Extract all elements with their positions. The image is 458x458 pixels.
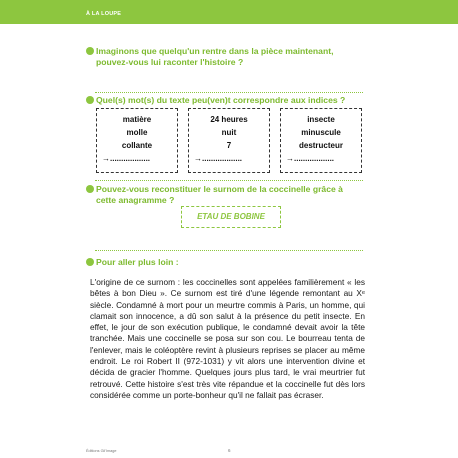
bullet-icon (86, 47, 94, 55)
clue-word: nuit (221, 128, 237, 137)
footer-publisher: Éditions Gil'Image (86, 449, 117, 453)
clue-word: minuscule (301, 128, 341, 137)
clue-word: collante (121, 141, 153, 150)
clue-word: 24 heures (210, 115, 248, 124)
anagram-box: ETAU DE BOBINE (181, 206, 281, 228)
body-paragraph: L'origine de ce surnom : les coccinelles sont appelées familièrement « les bêtes à bon Dieu ». Ce surnom est tiré d'une légende remontant au Xᵉ siècle. Condamné à mort pour un meurtre commis à Paris, un homme, qui clamait son innocence, a dû son salut à la présence du petit insecte. En effet, le jour de son exécution publique, le condamné devait avoir la tête tranchée. Mais une coccinelle se posa sur son cou. Le bourreau tenta de l'enlever, mais le coléoptère revint à plusieurs reprises se placer au même endroit. Le roi Robert II (972-1031) y vit alors une intervention divine et décida de gracier l'homme. Quelques jours plus tard, le vrai meurtrier fut retrouvé. Cette histoire s'est très vite répandue et la coccinelle fut dès lors considérée comme un porte-bonheur qu'il ne fallait pas écraser. (90, 277, 365, 400)
section-divider (95, 180, 363, 181)
clue-word: insecte (307, 115, 335, 124)
clue-word: 7 (226, 141, 232, 150)
bullet-icon (86, 258, 94, 266)
clue-box-1 (96, 108, 178, 173)
question-3-line-2: cette anagramme ? (96, 195, 175, 205)
question-2-line-1: Quel(s) mot(s) du texte peu(ven)t correspondre aux indices ? (96, 95, 346, 105)
answer-blank[interactable]: →.................. (102, 154, 151, 163)
question-4-line-1: Pour aller plus loin : (96, 257, 179, 267)
question-3-line-1: Pouvez-vous reconstituer le surnom de la coccinelle grâce à (96, 184, 343, 194)
section-divider (95, 250, 363, 251)
header-band (0, 0, 458, 24)
question-4 (96, 257, 179, 268)
clue-word: matière (122, 115, 152, 124)
question-3 (96, 184, 343, 206)
clue-box-2 (188, 108, 270, 173)
answer-blank[interactable]: →.................. (194, 154, 243, 163)
section-label: À LA LOUPE (86, 11, 122, 17)
bullet-icon (86, 185, 94, 193)
question-2 (96, 95, 345, 106)
question-1-line-1: Imaginons que quelqu'un rentre dans la pièce maintenant, (96, 46, 334, 56)
answer-line (95, 92, 363, 93)
clue-word: molle (126, 128, 148, 137)
clue-word: destructeur (298, 141, 343, 150)
question-1-line-2: pouvez-vous lui raconter l'histoire ? (96, 57, 244, 67)
answer-blank[interactable]: →.................. (286, 154, 335, 163)
clue-box-3 (280, 108, 362, 173)
question-1 (96, 46, 333, 68)
bullet-icon (86, 96, 94, 104)
page-number: 6 (228, 448, 231, 453)
